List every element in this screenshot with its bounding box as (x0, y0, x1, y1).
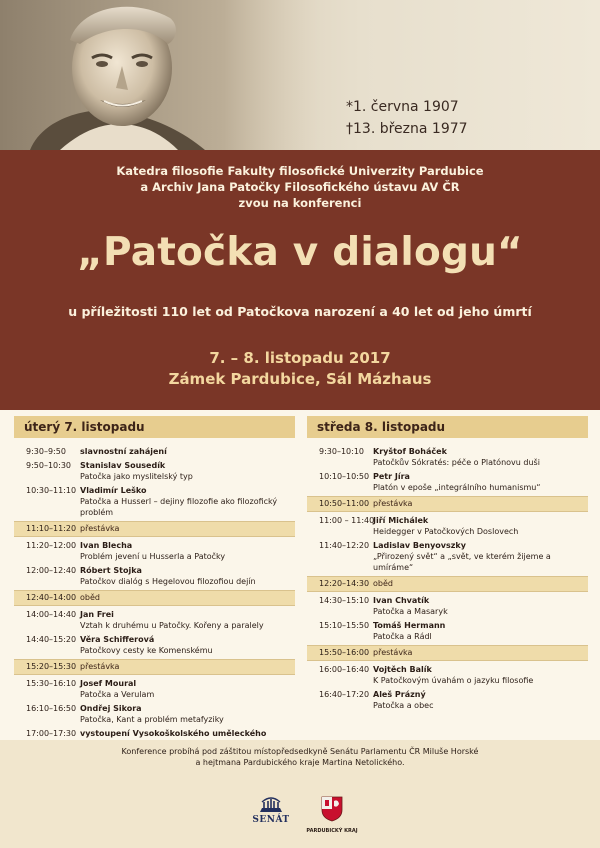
talk-title: „Přirozený svět“ a „svět, ve kterém žijeme a umíráme“ (373, 552, 551, 572)
talk-title: K Patočkovým úvahám o jazyku filosofie (373, 676, 534, 685)
life-dates (346, 96, 468, 140)
session-time: 10:50–11:00 (319, 499, 370, 508)
session-info (373, 664, 588, 686)
schedule-row (307, 620, 588, 642)
break-label: přestávka (373, 499, 413, 508)
session-info (373, 497, 588, 511)
session-time: 15:10–15:50 (319, 621, 370, 630)
organizer-line-1: Katedra filosofie Fakulty filosofické Univerzity Pardubice (116, 164, 484, 178)
schedule-row (14, 485, 295, 518)
session-time: 15:30–16:10 (26, 679, 77, 688)
speaker-name: Tomáš Hermann (373, 621, 446, 630)
schedule-break-row (307, 576, 588, 592)
day-1-schedule (14, 446, 295, 761)
session-time: 14:40–15:20 (26, 635, 77, 644)
session-time: 9:30–9:50 (26, 447, 66, 456)
speaker-name: Petr Jíra (373, 472, 410, 481)
session-time: 10:30–11:10 (26, 486, 77, 495)
schedule-row (14, 678, 295, 700)
session-time: 15:20–15:30 (26, 662, 77, 671)
conference-venue: Zámek Pardubice, Sál Mázhaus (168, 370, 432, 388)
conference-subtitle: u příležitosti 110 let od Patočkova narození a 40 let od jeho úmrtí (68, 304, 532, 319)
partner-logos (0, 794, 600, 844)
talk-title: Patočka a obec (373, 701, 434, 710)
talk-title: Patočka jako myslitelský typ (80, 472, 193, 481)
day-2-heading: středa 8. listopadu (307, 416, 588, 438)
talk-title: Patočka a Husserl – dejiny filozofie ako filozofický problém (80, 497, 278, 517)
talk-title: Patočkov dialóg s Hegelovou filozofiou dejín (80, 577, 256, 586)
speaker-name: Jan Frei (80, 610, 114, 619)
speaker-name: Ivan Chvatík (373, 596, 430, 605)
schedule-row (14, 446, 295, 457)
patronage-line-1: Konference probíhá pod záštitou místopředsedkyně Senátu Parlamentu ČR Miluše Horské (121, 747, 479, 756)
schedule-break-row (307, 496, 588, 512)
session-info (80, 522, 295, 536)
talk-title: Vztah k druhému u Patočky. Kořeny a paralely (80, 621, 264, 630)
talk-title: Problém jevení u Husserla a Patočky (80, 552, 226, 561)
schedule-row (14, 460, 295, 482)
schedule-row (14, 634, 295, 656)
session-time: 12:20–14:30 (319, 579, 370, 588)
session-info (80, 609, 295, 631)
speaker-name: Stanislav Sousedík (80, 461, 166, 470)
session-info (373, 540, 588, 573)
organizer-line-3: zvou na konferenci (238, 196, 362, 210)
schedule-break-row (14, 659, 295, 675)
session-time: 11:20–12:00 (26, 541, 77, 550)
speaker-name: Josef Moural (80, 679, 137, 688)
session-time: 14:00–14:40 (26, 610, 77, 619)
patronage-note (0, 746, 600, 768)
speaker-name: Aleš Prázný (373, 690, 426, 699)
date-venue (0, 348, 600, 390)
day-2-column (307, 416, 588, 711)
talk-title: Patočkův Sókratés: péče o Platónovu duši (373, 458, 540, 467)
schedule-row (307, 446, 588, 468)
portrait-photo (0, 0, 320, 150)
day-2-schedule (307, 446, 588, 711)
session-info (80, 634, 295, 656)
session-info (80, 540, 295, 562)
schedule-break-row (307, 645, 588, 661)
session-time: 16:10–16:50 (26, 704, 77, 713)
session-info (80, 446, 295, 457)
session-info (80, 460, 295, 482)
day-1-column (14, 416, 295, 761)
session-info (80, 591, 295, 605)
session-info (80, 660, 295, 674)
talk-title: Patočka, Kant a problém metafyziky (80, 715, 224, 724)
session-time: 15:50–16:00 (319, 648, 370, 657)
schedule-row (14, 609, 295, 631)
schedule-row (14, 565, 295, 587)
speaker-name: slavnostní zahájení (80, 447, 167, 456)
speaker-name: vystoupení Vysokoškolského uměleckého (80, 729, 267, 738)
session-info (373, 689, 588, 711)
session-time: 11:00 – 11:40 (319, 516, 375, 525)
speaker-name: Róbert Stojka (80, 566, 142, 575)
pardubicky-kraj-logo (304, 796, 360, 836)
session-time: 12:40–14:00 (26, 593, 77, 602)
break-label: přestávka (373, 648, 413, 657)
speaker-name: Věra Schifferová (80, 635, 155, 644)
session-info (80, 703, 295, 725)
speaker-name: Ivan Blecha (80, 541, 133, 550)
conference-date: 7. – 8. listopadu 2017 (209, 349, 391, 367)
speaker-name: Ondřej Sikora (80, 704, 142, 713)
session-time: 16:40–17:20 (319, 690, 370, 699)
session-time: 9:50–10:30 (26, 461, 72, 470)
senat-logo-text: SENÁT (252, 815, 290, 825)
session-info (373, 595, 588, 617)
session-time: 9:30–10:10 (319, 447, 365, 456)
schedule-row (307, 471, 588, 493)
talk-title: Patočka a Rádl (373, 632, 432, 641)
schedule-row (14, 703, 295, 725)
speaker-name: Ladislav Benyovszky (373, 541, 466, 550)
session-time: 17:00–17:30 (26, 729, 77, 738)
talk-title: Patočkovy cesty ke Komenskému (80, 646, 213, 655)
schedule-row (14, 540, 295, 562)
conference-title: „Patočka v dialogu“ (77, 230, 523, 275)
schedule-row (307, 595, 588, 617)
schedule-row (307, 540, 588, 573)
session-info (373, 620, 588, 642)
speaker-name: Vladimír Leško (80, 486, 147, 495)
footer (0, 740, 600, 848)
talk-title: Patočka a Verulam (80, 690, 155, 699)
talk-title: Patočka a Masaryk (373, 607, 448, 616)
senat-emblem-icon (258, 796, 284, 814)
session-info (373, 577, 588, 591)
speaker-name: Kryštof Boháček (373, 447, 447, 456)
portrait-header (0, 0, 600, 150)
schedule-row (307, 664, 588, 686)
session-info (373, 646, 588, 660)
day-1-heading: úterý 7. listopadu (14, 416, 295, 438)
schedule-row (307, 515, 588, 537)
break-label: oběd (373, 579, 393, 588)
speaker-name: Jiří Michálek (373, 516, 429, 525)
birth-date: *1. června 1907 (346, 99, 459, 115)
kraj-logo-text: PARDUBICKÝ KRAJ (306, 828, 358, 834)
death-date: †13. března 1977 (346, 121, 468, 137)
schedule-break-row (14, 521, 295, 537)
session-time: 16:00–16:40 (319, 665, 370, 674)
session-info (373, 515, 588, 537)
break-label: oběd (80, 593, 100, 602)
senat-logo (246, 796, 296, 836)
session-info (80, 678, 295, 700)
talk-title: Heidegger v Patočkových Doslovech (373, 527, 519, 536)
schedule-row (307, 689, 588, 711)
program (0, 410, 600, 740)
organizers (0, 163, 600, 211)
session-info (373, 446, 588, 468)
session-info (80, 565, 295, 587)
speaker-name: Vojtěch Balík (373, 665, 432, 674)
session-time: 11:10–11:20 (26, 524, 77, 533)
session-info (373, 471, 588, 493)
session-time: 14:30–15:10 (319, 596, 370, 605)
patronage-line-2: a hejtmana Pardubického kraje Martina Netolického. (195, 758, 405, 767)
talk-title: Platón v epoše „integrálního humanismu“ (373, 483, 541, 492)
session-time: 10:10–10:50 (319, 472, 370, 481)
break-label: přestávka (80, 662, 120, 671)
session-time: 12:00–12:40 (26, 566, 77, 575)
title-band (0, 150, 600, 410)
schedule-break-row (14, 590, 295, 606)
session-info (80, 485, 295, 518)
organizer-line-2: a Archiv Jana Patočky Filosofického ústavu AV ČR (140, 180, 460, 194)
kraj-coat-of-arms-icon (321, 796, 343, 822)
break-label: přestávka (80, 524, 120, 533)
session-time: 11:40–12:20 (319, 541, 370, 550)
